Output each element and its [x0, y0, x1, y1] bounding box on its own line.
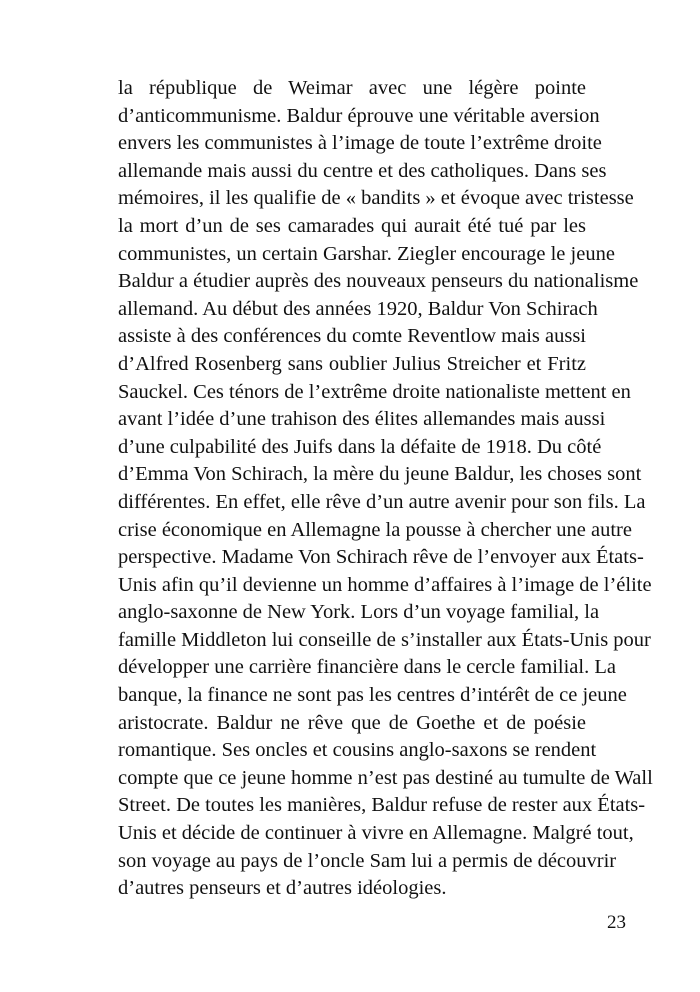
- text-line: famille Middleton lui conseille de s’installer aux États-Unis pour: [118, 628, 651, 651]
- text-line: d’Emma Von Schirach, la mère du jeune Baldur, les choses sont: [118, 463, 642, 486]
- text-line: Baldur a étudier auprès des nouveaux penseurs du nationalisme: [118, 270, 639, 293]
- text-line: Unis afin qu’il devienne un homme d’affaires à l’image de l’élite: [118, 573, 652, 596]
- page-number: 23: [607, 912, 626, 933]
- text-line: d’autres penseurs et d’autres idéologies.: [118, 877, 447, 900]
- text-line: crise économique en Allemagne la pousse à chercher une autre: [118, 518, 632, 541]
- text-line: aristocrate. Baldur ne rêve que de Goethe et de poésie: [118, 711, 586, 734]
- text-line: d’anticommunisme. Baldur éprouve une véritable aversion: [118, 104, 600, 127]
- text-line: allemand. Au début des années 1920, Baldur Von Schirach: [118, 297, 598, 320]
- text-line: Unis et décide de continuer à vivre en Allemagne. Malgré tout,: [118, 822, 634, 845]
- body-text: [118, 75, 653, 903]
- text-line: compte que ce jeune homme n’est pas destiné au tumulte de Wall: [118, 766, 653, 789]
- text-line: banque, la finance ne sont pas les centres d’intérêt de ce jeune: [118, 684, 627, 707]
- text-line: assiste à des conférences du comte Reventlow mais aussi: [118, 325, 586, 348]
- text-line: développer une carrière financière dans le cercle familial. La: [118, 656, 616, 679]
- text-line: romantique. Ses oncles et cousins anglo-saxons se rendent: [118, 739, 597, 762]
- text-line: Sauckel. Ces ténors de l’extrême droite nationaliste mettent en: [118, 380, 631, 403]
- text-line: communistes, un certain Garshar. Ziegler encourage le jeune: [118, 242, 615, 265]
- text-line: d’Alfred Rosenberg sans oublier Julius Streicher et Fritz: [118, 352, 586, 375]
- text-line: allemande mais aussi du centre et des catholiques. Dans ses: [118, 159, 607, 182]
- text-line: la république de Weimar avec une légère pointe: [118, 77, 586, 99]
- text-line: Street. De toutes les manières, Baldur refuse de rester aux États-: [118, 794, 646, 817]
- text-line: envers les communistes à l’image de toute l’extrême droite: [118, 132, 602, 155]
- text-line: d’une culpabilité des Juifs dans la défaite de 1918. Du côté: [118, 435, 602, 458]
- text-line: avant l’idée d’une trahison des élites allemandes mais aussi: [118, 408, 606, 431]
- text-line: mémoires, il les qualifie de « bandits » et évoque avec tristesse: [118, 187, 634, 210]
- text-line: différentes. En effet, elle rêve d’un autre avenir pour son fils. La: [118, 490, 646, 513]
- text-line: son voyage au pays de l’oncle Sam lui a permis de découvrir: [118, 849, 617, 872]
- text-line: la mort d’un de ses camarades qui aurait été tué par les: [118, 214, 586, 237]
- text-line: anglo-saxonne de New York. Lors d’un voyage familial, la: [118, 601, 600, 624]
- text-line: perspective. Madame Von Schirach rêve de l’envoyer aux États-: [118, 546, 644, 569]
